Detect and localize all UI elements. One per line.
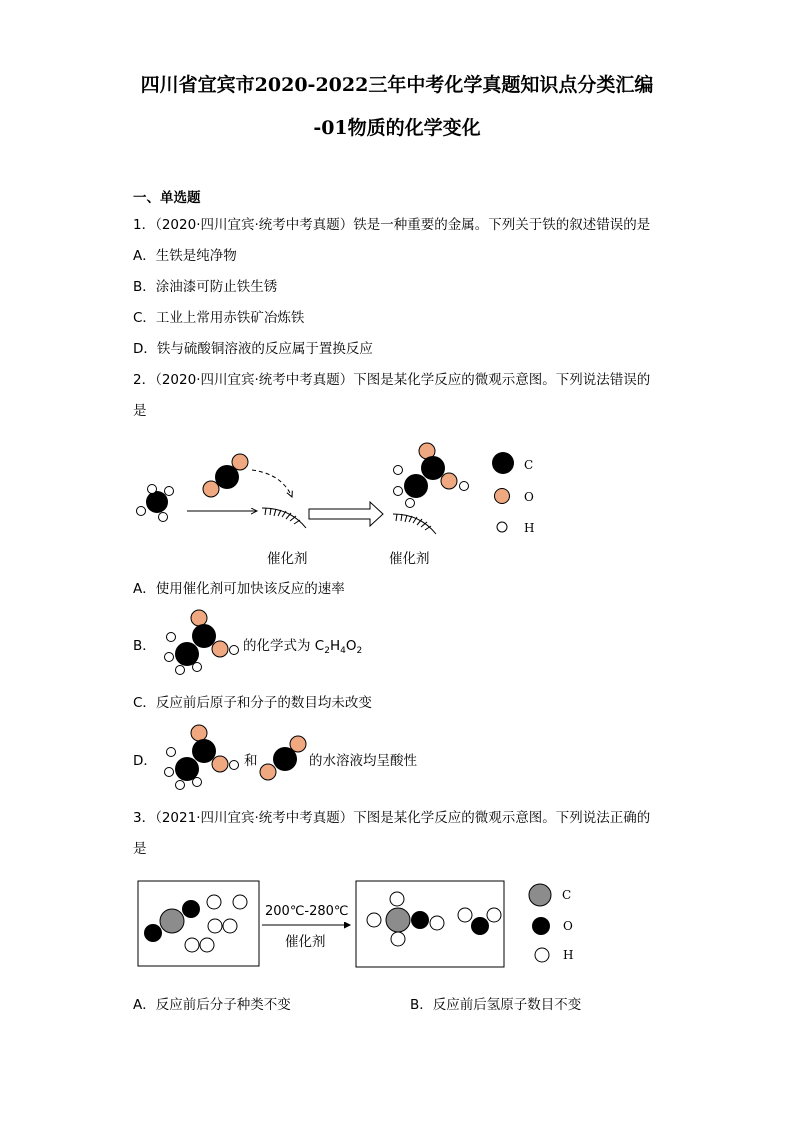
page-title-line2: -01物质的化学变化 (313, 117, 481, 139)
q2-option-d-and: 和 (244, 753, 258, 769)
q3-legend-c: C (562, 888, 572, 902)
legend-carbon-icon (529, 884, 551, 906)
q3-stem-line1: 3．（2021·四川宜宾·统考中考真题）下图是某化学反应的微观示意图。下列说法正确的 (133, 810, 651, 826)
q3-condition-label: 200℃-280℃ (265, 904, 349, 919)
product-methanol (367, 892, 444, 946)
q2-catalyst-label-right: 催化剂 (389, 551, 430, 567)
q2-stem-line1: 2．（2020·四川宜宾·统考中考真题）下图是某化学反应的微观示意图。下列说法错误的 (133, 372, 651, 388)
page-title-line1: 四川省宜宾市2020-2022三年中考化学真题知识点分类汇编 (140, 74, 654, 96)
q1-option-b: B．涂油漆可防止铁生锈 (133, 279, 278, 295)
reactants-box (138, 881, 259, 966)
q2-option-d-prefix: D． (133, 753, 157, 769)
q2-legend-o: O (524, 490, 534, 504)
q2-catalyst-label-left: 催化剂 (267, 551, 308, 567)
q2-option-c: C．反应前后原子和分子的数目均未改变 (133, 695, 372, 711)
q3-legend-h: H (563, 948, 574, 962)
q2-legend-c: C (524, 458, 534, 472)
q3-option-a: A．反应前后分子种类不变 (133, 997, 291, 1013)
q2-option-b-formula: 的化学式为 $C_2H_4O_2$ (243, 638, 363, 656)
legend-oxygen-icon (532, 917, 550, 935)
q2-stem-line2: 是 (133, 403, 147, 419)
q1-option-d: D．铁与硫酸铜溶液的反应属于置换反应 (133, 341, 373, 357)
q3-catalyst-label: 催化剂 (285, 934, 326, 950)
q3-legend (529, 884, 551, 962)
section-heading: 一、单选题 (133, 190, 201, 206)
q2-option-b-prefix: B． (133, 638, 156, 654)
product-water (458, 908, 501, 935)
q1-option-a: A．生铁是纯净物 (133, 248, 237, 264)
q2-option-d-text: 的水溶液均呈酸性 (309, 753, 417, 769)
q1-stem: 1．（2020·四川宜宾·统考中考真题）铁是一种重要的金属。下列关于铁的叙述错误的是 (133, 217, 651, 233)
reactant-co2 (144, 900, 200, 942)
q1-option-c: C．工业上常用赤铁矿冶炼铁 (133, 310, 305, 326)
q3-legend-o: O (563, 919, 573, 933)
q3-option-b: B．反应前后氢原子数目不变 (410, 997, 582, 1013)
legend-hydrogen-icon (535, 948, 549, 962)
q3-stem-line2: 是 (133, 841, 147, 857)
q2-legend-h: H (524, 521, 535, 535)
q2-option-a: A．使用催化剂可加快该反应的速率 (133, 581, 345, 597)
